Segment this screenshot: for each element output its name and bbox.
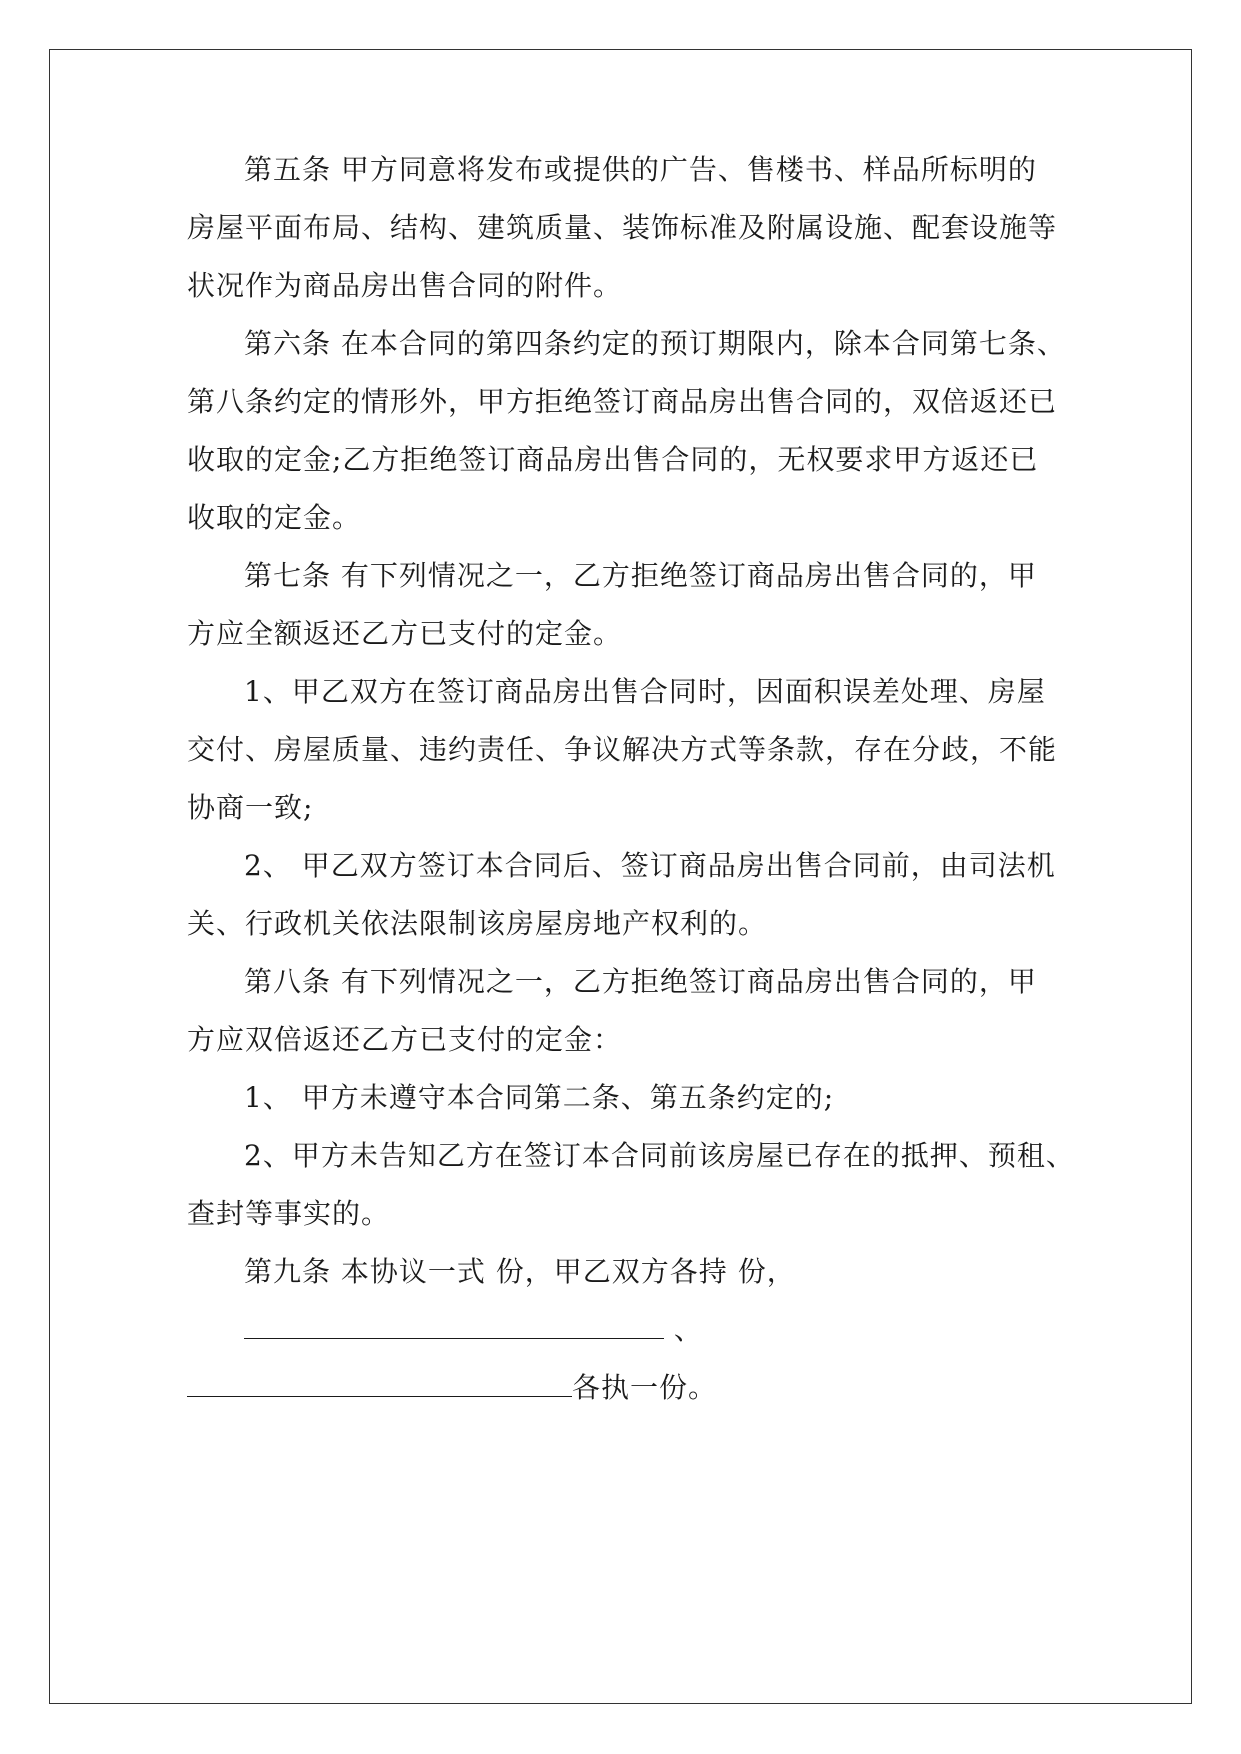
blank-suffix: 、 xyxy=(664,1313,703,1346)
signature-blank-line-1 xyxy=(187,1310,703,1350)
text-line: 第八条 有下列情况之一，乙方拒绝签订商品房出售合同的，甲 xyxy=(244,965,1037,998)
text-line: 第七条 有下列情况之一，乙方拒绝签订商品房出售合同的，甲 xyxy=(244,559,1037,592)
text-line: 1、甲乙双方在签订商品房出售合同时，因面积误差处理、房屋 xyxy=(244,675,1046,708)
text-line: 收取的定金。 xyxy=(187,501,362,534)
text-line: 关、行政机关依法限制该房屋房地产权利的。 xyxy=(187,907,768,940)
text-line: 房屋平面布局、结构、建筑质量、装饰标准及附属设施、配套设施等 xyxy=(187,211,1058,244)
text-line: 1、 甲方未遵守本合同第二条、第五条约定的; xyxy=(244,1081,835,1114)
blank-suffix: 各执一份。 xyxy=(572,1371,718,1404)
text-line: 协商一致; xyxy=(187,791,314,824)
text-line: 第五条 甲方同意将发布或提供的广告、售楼书、样品所标明的 xyxy=(244,153,1037,186)
blank-underline xyxy=(244,1310,664,1339)
text-line: 状况作为商品房出售合同的附件。 xyxy=(187,269,623,302)
text-line: 第九条 本协议一式 份，甲乙双方各持 份， xyxy=(244,1255,796,1288)
text-line: 2、 甲乙双方签订本合同后、签订商品房出售合同前，由司法机 xyxy=(244,849,1056,882)
text-line: 方应全额返还乙方已支付的定金。 xyxy=(187,617,623,650)
text-line: 交付、房屋质量、违约责任、争议解决方式等条款，存在分歧，不能 xyxy=(187,733,1058,766)
blank-underline xyxy=(187,1368,572,1397)
text-line: 查封等事实的。 xyxy=(187,1197,391,1230)
signature-blank-line-2 xyxy=(187,1368,717,1408)
text-line: 第八条约定的情形外，甲方拒绝签订商品房出售合同的，双倍返还已 xyxy=(187,385,1058,418)
text-line: 方应双倍返还乙方已支付的定金： xyxy=(187,1023,623,1056)
text-line: 2、甲方未告知乙方在签订本合同前该房屋已存在的抵押、预租、 xyxy=(244,1139,1075,1172)
text-line: 收取的定金;乙方拒绝签订商品房出售合同的，无权要求甲方返还已 xyxy=(187,443,1039,476)
text-line: 第六条 在本合同的第四条约定的预订期限内，除本合同第七条、 xyxy=(244,327,1066,360)
